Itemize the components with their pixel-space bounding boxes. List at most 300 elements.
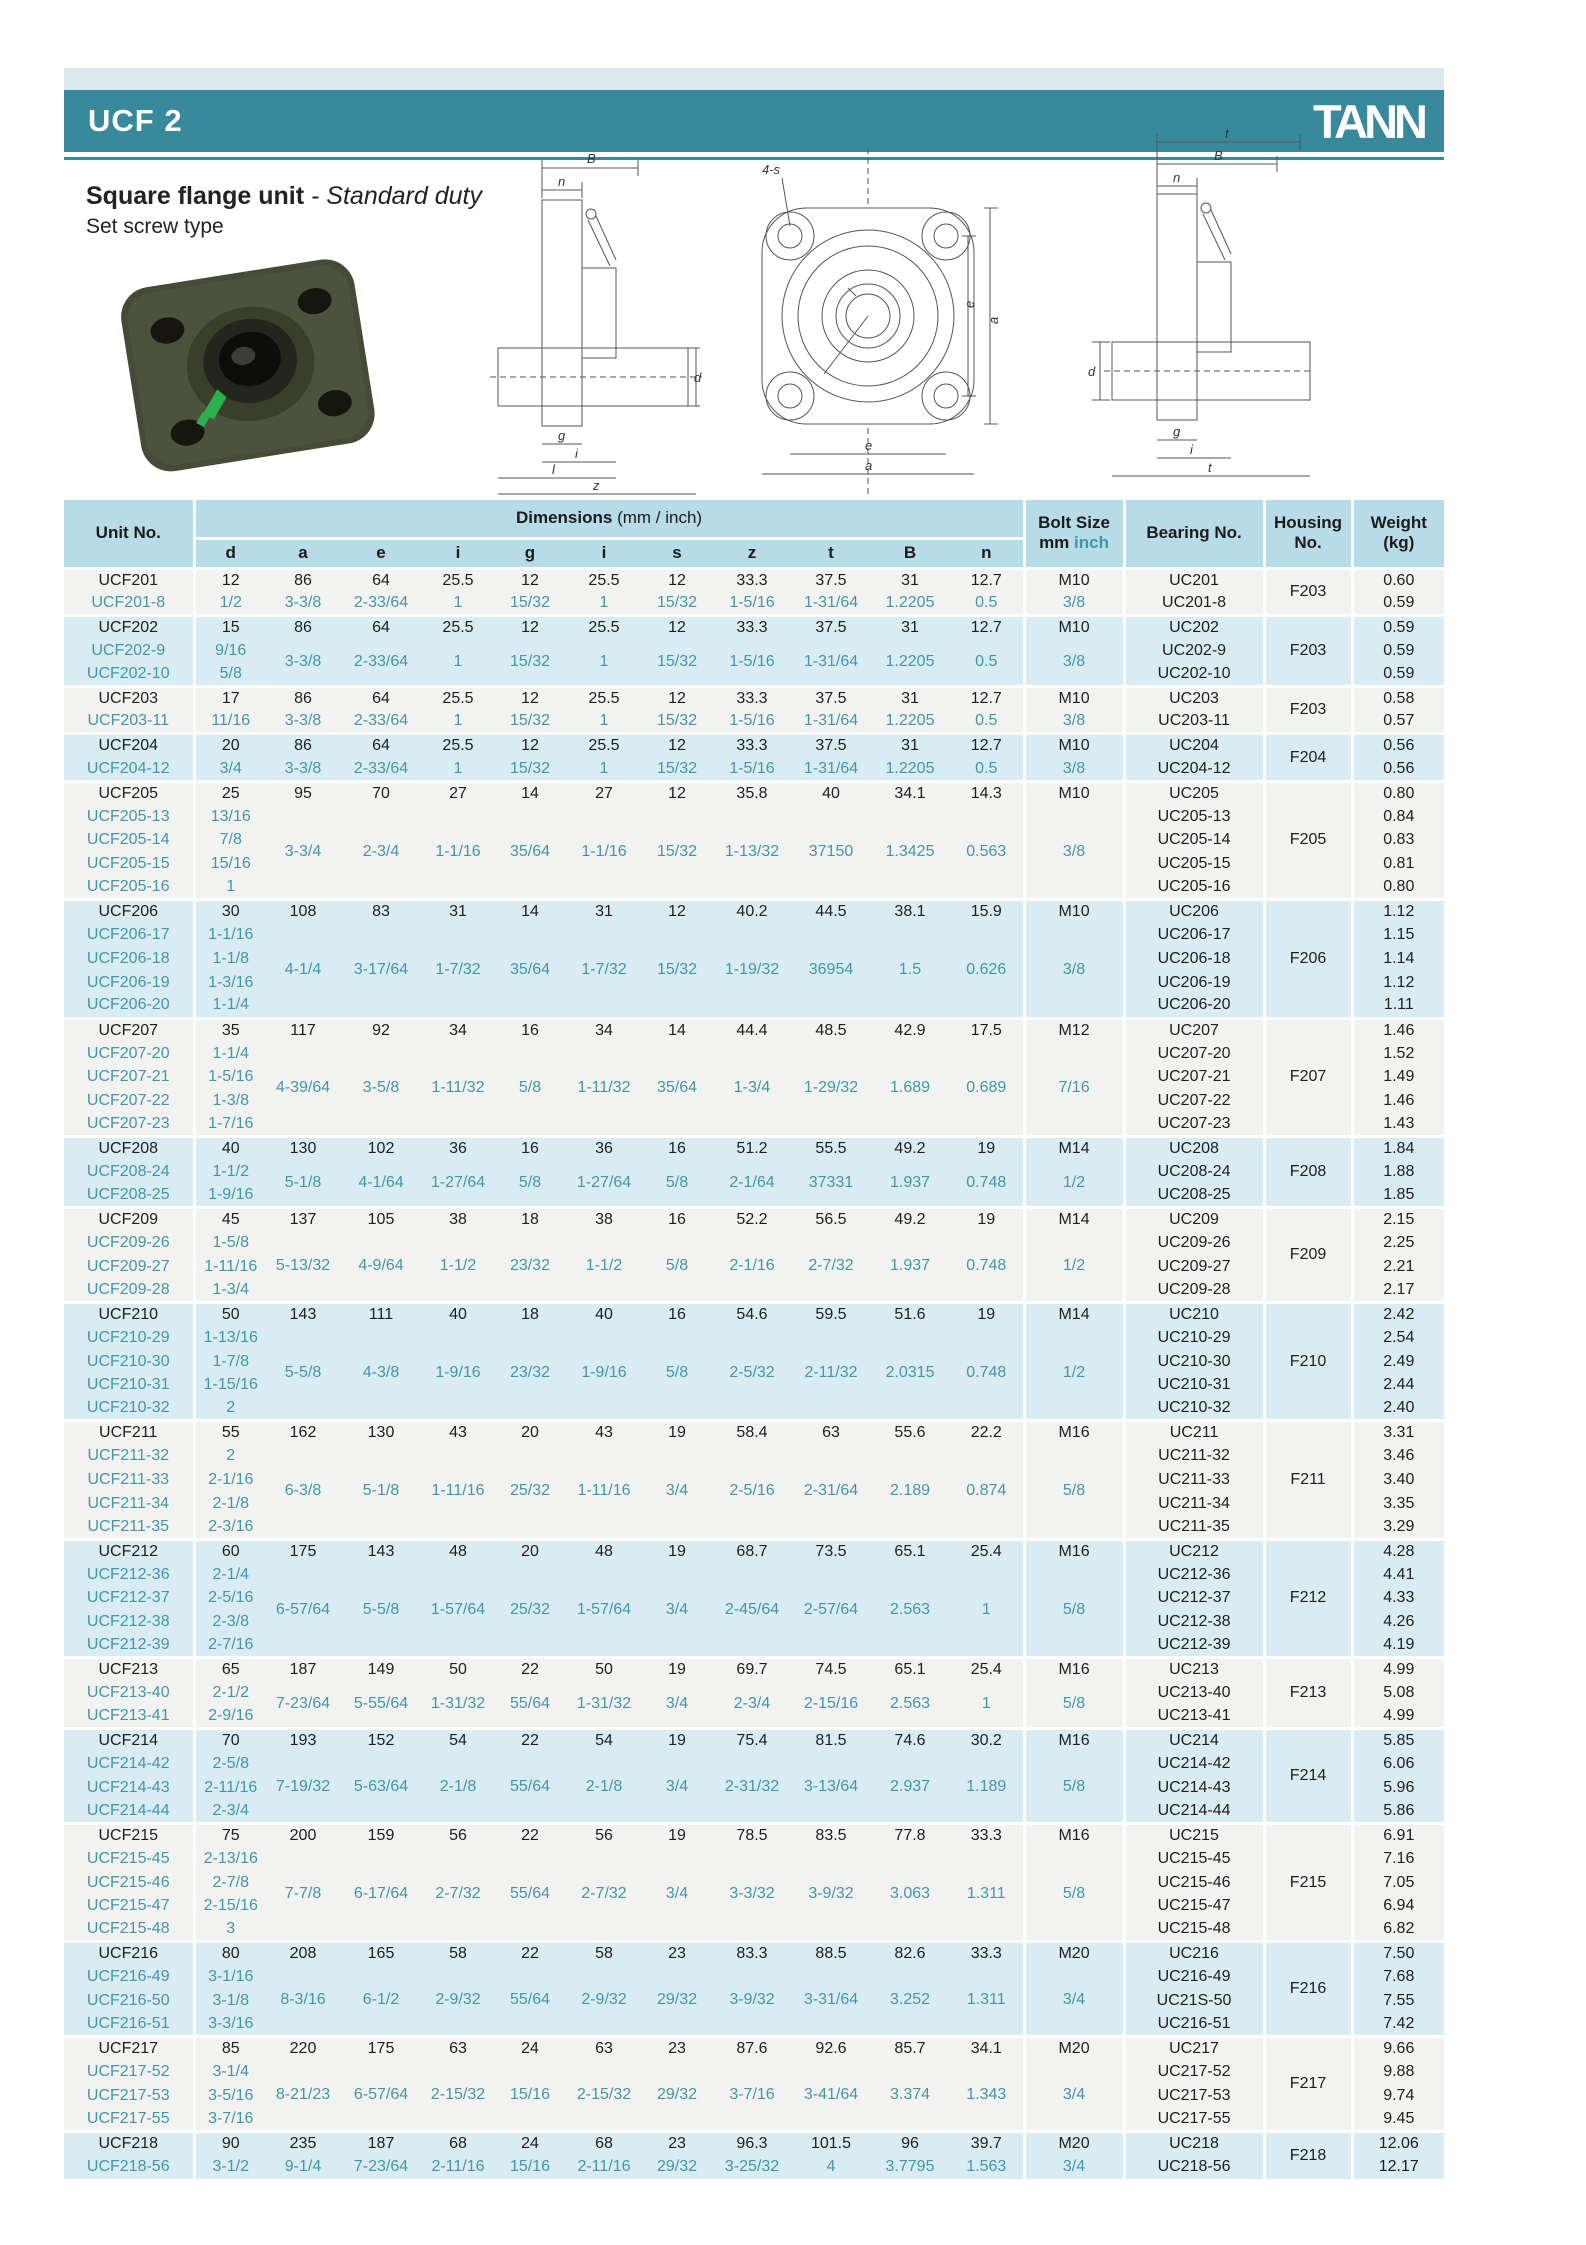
cell-dim-d: 12 bbox=[194, 568, 266, 592]
cell-dim: 88.5 bbox=[792, 1942, 870, 1966]
cell-weight: 7.55 bbox=[1352, 1989, 1444, 2013]
cell-dim: 12 bbox=[494, 734, 566, 758]
cell-bolt-inch: 3/8 bbox=[1024, 592, 1124, 616]
cell-bolt-mm: M20 bbox=[1024, 1942, 1124, 1966]
cell-bearing: UC210-30 bbox=[1124, 1350, 1264, 1374]
cell-dim: 31 bbox=[870, 686, 950, 710]
cell-dim: 25/32 bbox=[494, 1563, 566, 1658]
cell-dim: 50 bbox=[422, 1658, 494, 1682]
cell-weight: 7.68 bbox=[1352, 1966, 1444, 1990]
cell-bearing: UC205-14 bbox=[1124, 829, 1264, 853]
cell-dim-d: 3-5/16 bbox=[194, 2084, 266, 2108]
cell-dim: 2-5/16 bbox=[712, 1444, 792, 1539]
spec-row-metric bbox=[64, 1137, 1444, 1161]
cell-dim: 5/8 bbox=[642, 1160, 712, 1207]
cell-dim: 34 bbox=[566, 1018, 642, 1042]
cell-bearing: UC212-39 bbox=[1124, 1634, 1264, 1658]
cell-dim: 117 bbox=[266, 1018, 340, 1042]
cell-dim: 18 bbox=[494, 1208, 566, 1232]
cell-housing: F203 bbox=[1264, 686, 1352, 733]
cell-dim: 12 bbox=[494, 686, 566, 710]
cell-weight: 2.49 bbox=[1352, 1350, 1444, 1374]
cell-bearing: UC212-36 bbox=[1124, 1563, 1264, 1587]
col-B: B bbox=[870, 538, 950, 568]
product-subtitle: Set screw type bbox=[86, 214, 224, 238]
cell-dim-d: 30 bbox=[194, 900, 266, 924]
cell-dim: 2-3/4 bbox=[712, 1681, 792, 1728]
col-d: d bbox=[194, 538, 266, 568]
cell-bearing: UC203 bbox=[1124, 686, 1264, 710]
cell-bearing: UC212-37 bbox=[1124, 1587, 1264, 1611]
cell-bolt-mm: M20 bbox=[1024, 2037, 1124, 2061]
cell-housing: F216 bbox=[1264, 1942, 1352, 2037]
cell-unit: UCF211 bbox=[64, 1421, 194, 1445]
dim-label-n2: n bbox=[1173, 170, 1181, 185]
cell-dim-d: 15 bbox=[194, 615, 266, 639]
cell-dim: 25.5 bbox=[422, 734, 494, 758]
cell-dim: 0.5 bbox=[950, 758, 1024, 782]
cell-dim: 0.5 bbox=[950, 592, 1024, 616]
cell-bearing: UC21S-50 bbox=[1124, 1989, 1264, 2013]
cell-dim: 19 bbox=[642, 1823, 712, 1847]
cell-bearing: UC213 bbox=[1124, 1658, 1264, 1682]
cell-dim-d: 80 bbox=[194, 1942, 266, 1966]
cell-dim-d: 3 bbox=[194, 1918, 266, 1942]
cell-dim: 25.4 bbox=[950, 1658, 1024, 1682]
spec-row-metric bbox=[64, 1942, 1444, 1966]
cell-weight: 5.85 bbox=[1352, 1729, 1444, 1753]
cell-dim: 149 bbox=[340, 1658, 422, 1682]
cell-housing: F211 bbox=[1264, 1421, 1352, 1539]
cell-dim: 48 bbox=[566, 1539, 642, 1563]
cell-dim: 65.1 bbox=[870, 1539, 950, 1563]
cell-unit: UCF211-34 bbox=[64, 1492, 194, 1516]
cell-dim-d: 70 bbox=[194, 1729, 266, 1753]
cell-weight: 2.54 bbox=[1352, 1326, 1444, 1350]
spec-row-inch bbox=[64, 2060, 1444, 2084]
cell-dim: 15/32 bbox=[642, 592, 712, 616]
cell-unit: UCF208-25 bbox=[64, 1184, 194, 1208]
cell-housing: F204 bbox=[1264, 734, 1352, 781]
spec-row-inch bbox=[64, 1752, 1444, 1776]
cell-weight: 3.35 bbox=[1352, 1492, 1444, 1516]
cell-unit: UCF209-28 bbox=[64, 1279, 194, 1303]
cell-dim: 96 bbox=[870, 2131, 950, 2155]
cell-dim-d: 1-5/8 bbox=[194, 1231, 266, 1255]
cell-dim: 25.4 bbox=[950, 1539, 1024, 1563]
cell-housing: F206 bbox=[1264, 900, 1352, 1018]
cell-bearing: UC202-9 bbox=[1124, 639, 1264, 663]
cell-dim: 40 bbox=[792, 781, 870, 805]
cell-dim: 3-9/32 bbox=[792, 1847, 870, 1942]
cell-housing: F203 bbox=[1264, 615, 1352, 686]
cell-dim: 33.3 bbox=[950, 1942, 1024, 1966]
cell-dim: 44.5 bbox=[792, 900, 870, 924]
cell-dim: 29/32 bbox=[642, 2155, 712, 2179]
col-z: z bbox=[712, 538, 792, 568]
cell-dim: 64 bbox=[340, 568, 422, 592]
cell-dim-d: 2-3/16 bbox=[194, 1516, 266, 1540]
cell-weight: 1.46 bbox=[1352, 1018, 1444, 1042]
cell-dim: 16 bbox=[642, 1302, 712, 1326]
cell-weight: 0.84 bbox=[1352, 805, 1444, 829]
drawing-side-right bbox=[1072, 128, 1317, 498]
cell-dim: 37.5 bbox=[792, 734, 870, 758]
cell-dim: 1-11/32 bbox=[566, 1042, 642, 1137]
cell-dim: 29/32 bbox=[642, 1966, 712, 2037]
cell-dim: 12 bbox=[642, 734, 712, 758]
cell-dim-d: 3-1/4 bbox=[194, 2060, 266, 2084]
cell-dim: 1.343 bbox=[950, 2060, 1024, 2131]
cell-dim-d: 1-1/2 bbox=[194, 1160, 266, 1184]
cell-dim: 43 bbox=[422, 1421, 494, 1445]
cell-dim: 1 bbox=[422, 758, 494, 782]
cell-unit: UCF201-8 bbox=[64, 592, 194, 616]
cell-bolt-mm: M14 bbox=[1024, 1137, 1124, 1161]
cell-dim: 23 bbox=[642, 2037, 712, 2061]
cell-dim: 2-11/16 bbox=[422, 2155, 494, 2179]
cell-dim: 25.5 bbox=[422, 686, 494, 710]
dim-label-e2: e bbox=[865, 438, 873, 453]
cell-dim: 2-1/8 bbox=[566, 1752, 642, 1823]
cell-dim: 3/4 bbox=[642, 1563, 712, 1658]
cell-dim: 1-5/16 bbox=[712, 710, 792, 734]
cell-weight: 6.82 bbox=[1352, 1918, 1444, 1942]
cell-weight: 4.41 bbox=[1352, 1563, 1444, 1587]
cell-housing: F203 bbox=[1264, 568, 1352, 615]
cell-dim: 6-3/8 bbox=[266, 1444, 340, 1539]
cell-dim: 175 bbox=[266, 1539, 340, 1563]
cell-dim-d: 3-1/16 bbox=[194, 1966, 266, 1990]
cell-dim: 49.2 bbox=[870, 1208, 950, 1232]
cell-dim: 15/32 bbox=[494, 758, 566, 782]
cell-dim: 17.5 bbox=[950, 1018, 1024, 1042]
cell-dim: 82.6 bbox=[870, 1942, 950, 1966]
cell-dim: 36954 bbox=[792, 923, 870, 1018]
cell-bolt-mm: M10 bbox=[1024, 568, 1124, 592]
cell-dim: 5-5/8 bbox=[266, 1326, 340, 1421]
cell-dim-d: 11/16 bbox=[194, 710, 266, 734]
cell-dim: 4-9/64 bbox=[340, 1231, 422, 1302]
cell-dim: 1 bbox=[566, 758, 642, 782]
cell-dim: 92 bbox=[340, 1018, 422, 1042]
cell-dim: 3-25/32 bbox=[712, 2155, 792, 2179]
cell-bearing: UC211-33 bbox=[1124, 1468, 1264, 1492]
cell-dim: 2-7/32 bbox=[792, 1231, 870, 1302]
cell-housing: F213 bbox=[1264, 1658, 1352, 1729]
tann-logo: TANN bbox=[1312, 94, 1424, 148]
cell-dim: 2-3/4 bbox=[340, 805, 422, 900]
cell-dim: 83.3 bbox=[712, 1942, 792, 1966]
cell-unit: UCF214-43 bbox=[64, 1776, 194, 1800]
cell-dim: 63 bbox=[566, 2037, 642, 2061]
cell-dim: 96.3 bbox=[712, 2131, 792, 2155]
cell-dim: 9-1/4 bbox=[266, 2155, 340, 2179]
cell-unit: UCF217-53 bbox=[64, 2084, 194, 2108]
dim-label-g: g bbox=[558, 428, 566, 443]
cell-dim: 2-1/64 bbox=[712, 1160, 792, 1207]
cell-dim: 31 bbox=[566, 900, 642, 924]
cell-dim-d: 1-1/16 bbox=[194, 923, 266, 947]
cell-dim: 34.1 bbox=[870, 781, 950, 805]
cell-dim: 16 bbox=[494, 1137, 566, 1161]
cell-dim-d: 40 bbox=[194, 1137, 266, 1161]
spec-row-inch bbox=[64, 1042, 1444, 1066]
cell-unit: UCF212-38 bbox=[64, 1610, 194, 1634]
cell-weight: 2.42 bbox=[1352, 1302, 1444, 1326]
cell-dim: 15/32 bbox=[494, 639, 566, 686]
spec-row-inch bbox=[64, 1160, 1444, 1184]
cell-dim-d: 2-1/2 bbox=[194, 1681, 266, 1705]
cell-weight: 1.12 bbox=[1352, 971, 1444, 995]
cell-dim-d: 2-3/8 bbox=[194, 1610, 266, 1634]
cell-dim: 2-33/64 bbox=[340, 758, 422, 782]
cell-dim: 3-13/64 bbox=[792, 1752, 870, 1823]
cell-unit: UCF216 bbox=[64, 1942, 194, 1966]
cell-dim: 69.7 bbox=[712, 1658, 792, 1682]
cell-weight: 2.44 bbox=[1352, 1373, 1444, 1397]
cell-dim: 24 bbox=[494, 2131, 566, 2155]
dim-label-B: B bbox=[587, 151, 596, 166]
cell-weight: 0.59 bbox=[1352, 639, 1444, 663]
cell-bearing: UC201 bbox=[1124, 568, 1264, 592]
cell-dim-d: 1-1/4 bbox=[194, 1042, 266, 1066]
cell-dim: 0.563 bbox=[950, 805, 1024, 900]
cell-bolt-inch: 1/2 bbox=[1024, 1160, 1124, 1207]
cell-dim: 1-1/2 bbox=[566, 1231, 642, 1302]
cell-unit: UCF205-15 bbox=[64, 852, 194, 876]
cell-dim: 1-9/16 bbox=[566, 1326, 642, 1421]
cell-unit: UCF213-41 bbox=[64, 1705, 194, 1729]
cell-bearing: UC212-38 bbox=[1124, 1610, 1264, 1634]
cell-unit: UCF213-40 bbox=[64, 1681, 194, 1705]
cell-dim: 27 bbox=[566, 781, 642, 805]
dim-label-e: e bbox=[962, 300, 977, 308]
cell-dim: 4-1/64 bbox=[340, 1160, 422, 1207]
cell-dim: 3-3/8 bbox=[266, 639, 340, 686]
cell-unit: UCF207-21 bbox=[64, 1065, 194, 1089]
cell-dim: 165 bbox=[340, 1942, 422, 1966]
cell-dim: 37331 bbox=[792, 1160, 870, 1207]
cell-unit: UCF216-50 bbox=[64, 1989, 194, 2013]
dim-label-g2: g bbox=[1173, 424, 1181, 439]
cell-dim-d: 15/16 bbox=[194, 852, 266, 876]
cell-dim: 30.2 bbox=[950, 1729, 1024, 1753]
spec-table-head bbox=[64, 500, 1444, 568]
cell-dim-d: 50 bbox=[194, 1302, 266, 1326]
cell-dim-d: 1-13/16 bbox=[194, 1326, 266, 1350]
cell-housing: F210 bbox=[1264, 1302, 1352, 1420]
cell-housing: F217 bbox=[1264, 2037, 1352, 2132]
cell-dim-d: 1-3/16 bbox=[194, 971, 266, 995]
cell-dim: 3-5/8 bbox=[340, 1042, 422, 1137]
cell-dim: 35/64 bbox=[494, 805, 566, 900]
cell-dim: 22 bbox=[494, 1942, 566, 1966]
cell-weight: 0.58 bbox=[1352, 686, 1444, 710]
cell-dim: 2.0315 bbox=[870, 1326, 950, 1421]
cell-weight: 0.80 bbox=[1352, 781, 1444, 805]
cell-dim: 52.2 bbox=[712, 1208, 792, 1232]
cell-bolt-inch: 3/4 bbox=[1024, 2060, 1124, 2131]
cell-dim-d: 1-9/16 bbox=[194, 1184, 266, 1208]
cell-dim: 2-45/64 bbox=[712, 1563, 792, 1658]
cell-unit: UCF215-45 bbox=[64, 1847, 194, 1871]
cell-dim: 1.189 bbox=[950, 1752, 1024, 1823]
cell-weight: 1.46 bbox=[1352, 1089, 1444, 1113]
cell-weight: 1.49 bbox=[1352, 1065, 1444, 1089]
cell-dim: 2-15/32 bbox=[422, 2060, 494, 2131]
cell-dim: 130 bbox=[340, 1421, 422, 1445]
spec-row-inch bbox=[64, 1444, 1444, 1468]
cell-weight: 9.45 bbox=[1352, 2108, 1444, 2132]
cell-dim: 1-29/32 bbox=[792, 1042, 870, 1137]
cell-weight: 2.25 bbox=[1352, 1231, 1444, 1255]
spec-row-inch bbox=[64, 1966, 1444, 1990]
cell-dim: 3.374 bbox=[870, 2060, 950, 2131]
cell-dim-d: 90 bbox=[194, 2131, 266, 2155]
cell-dim: 74.5 bbox=[792, 1658, 870, 1682]
cell-dim-d: 75 bbox=[194, 1823, 266, 1847]
cell-dim: 31 bbox=[870, 734, 950, 758]
cell-unit: UCF215-48 bbox=[64, 1918, 194, 1942]
cell-dim: 162 bbox=[266, 1421, 340, 1445]
cell-dim: 85.7 bbox=[870, 2037, 950, 2061]
cell-bearing: UC202-10 bbox=[1124, 663, 1264, 687]
cell-dim: 33.3 bbox=[712, 615, 792, 639]
cell-bearing: UC206-18 bbox=[1124, 947, 1264, 971]
cell-dim: 56.5 bbox=[792, 1208, 870, 1232]
cell-dim: 1.563 bbox=[950, 2155, 1024, 2179]
cell-dim: 54 bbox=[422, 1729, 494, 1753]
cell-dim: 74.6 bbox=[870, 1729, 950, 1753]
cell-dim: 1.2205 bbox=[870, 592, 950, 616]
cell-weight: 0.80 bbox=[1352, 876, 1444, 900]
cell-dim: 2-9/32 bbox=[422, 1966, 494, 2037]
cell-dim: 3-41/64 bbox=[792, 2060, 870, 2131]
cell-dim: 0.748 bbox=[950, 1326, 1024, 1421]
cell-dim: 55.5 bbox=[792, 1137, 870, 1161]
cell-unit: UCF212-39 bbox=[64, 1634, 194, 1658]
cell-dim: 1.937 bbox=[870, 1231, 950, 1302]
cell-dim: 1.311 bbox=[950, 1847, 1024, 1942]
cell-weight: 5.96 bbox=[1352, 1776, 1444, 1800]
cell-dim-d: 3-7/16 bbox=[194, 2108, 266, 2132]
cell-bearing: UC213-40 bbox=[1124, 1681, 1264, 1705]
cell-dim: 1-7/32 bbox=[422, 923, 494, 1018]
cell-dim: 1-31/64 bbox=[792, 710, 870, 734]
cell-weight: 4.28 bbox=[1352, 1539, 1444, 1563]
cell-unit: UCF212-37 bbox=[64, 1587, 194, 1611]
cell-dim: 16 bbox=[642, 1137, 712, 1161]
cell-dim: 12 bbox=[642, 568, 712, 592]
cell-bolt-inch: 5/8 bbox=[1024, 1752, 1124, 1823]
cell-weight: 1.52 bbox=[1352, 1042, 1444, 1066]
cell-dim: 22 bbox=[494, 1658, 566, 1682]
cell-dim: 23/32 bbox=[494, 1326, 566, 1421]
cell-dim: 2-33/64 bbox=[340, 639, 422, 686]
cell-dim: 3/4 bbox=[642, 1681, 712, 1728]
cell-housing: F218 bbox=[1264, 2131, 1352, 2178]
col-bearing-no: Bearing No. bbox=[1124, 500, 1264, 568]
cell-dim: 22 bbox=[494, 1823, 566, 1847]
cell-dim: 3.252 bbox=[870, 1966, 950, 2037]
cell-weight: 1.11 bbox=[1352, 994, 1444, 1018]
cell-dim-d: 2-11/16 bbox=[194, 1776, 266, 1800]
cell-dim: 24 bbox=[494, 2037, 566, 2061]
cell-weight: 0.56 bbox=[1352, 734, 1444, 758]
spec-row-inch bbox=[64, 2155, 1444, 2179]
cell-unit: UCF214-42 bbox=[64, 1752, 194, 1776]
cell-dim: 5/8 bbox=[642, 1231, 712, 1302]
cell-bearing: UC205 bbox=[1124, 781, 1264, 805]
cell-dim: 1 bbox=[422, 710, 494, 734]
cell-dim-d: 2 bbox=[194, 1397, 266, 1421]
cell-dim: 86 bbox=[266, 615, 340, 639]
cell-dim: 86 bbox=[266, 686, 340, 710]
col-weight: Weight (kg) bbox=[1352, 500, 1444, 568]
cell-housing: F207 bbox=[1264, 1018, 1352, 1136]
cell-dim-d: 35 bbox=[194, 1018, 266, 1042]
col-a: a bbox=[266, 538, 340, 568]
cell-dim: 3/4 bbox=[642, 1847, 712, 1942]
cell-dim: 37.5 bbox=[792, 686, 870, 710]
dim-label-i2: i bbox=[1190, 442, 1193, 457]
cell-bearing: UC207-21 bbox=[1124, 1065, 1264, 1089]
cell-dim: 2-1/8 bbox=[422, 1752, 494, 1823]
cell-dim: 3-3/4 bbox=[266, 805, 340, 900]
cell-unit: UCF215-47 bbox=[64, 1895, 194, 1919]
cell-unit: UCF210 bbox=[64, 1302, 194, 1326]
cell-dim: 15.9 bbox=[950, 900, 1024, 924]
cell-dim-d: 2-1/8 bbox=[194, 1492, 266, 1516]
cell-dim: 54 bbox=[566, 1729, 642, 1753]
cell-dim-d: 60 bbox=[194, 1539, 266, 1563]
cell-dim-d: 25 bbox=[194, 781, 266, 805]
cell-bearing: UC210-31 bbox=[1124, 1373, 1264, 1397]
cell-bolt-inch: 1/2 bbox=[1024, 1326, 1124, 1421]
cell-unit: UCF215-46 bbox=[64, 1871, 194, 1895]
cell-dim: 6-57/64 bbox=[340, 2060, 422, 2131]
cell-weight: 1.15 bbox=[1352, 923, 1444, 947]
cell-dim: 2-11/16 bbox=[566, 2155, 642, 2179]
cell-weight: 9.74 bbox=[1352, 2084, 1444, 2108]
cell-weight: 2.17 bbox=[1352, 1279, 1444, 1303]
cell-bearing: UC211-34 bbox=[1124, 1492, 1264, 1516]
cell-unit: UCF207 bbox=[64, 1018, 194, 1042]
cell-dim: 23 bbox=[642, 2131, 712, 2155]
drawing-front bbox=[728, 148, 1013, 498]
cell-dim: 4-1/4 bbox=[266, 923, 340, 1018]
dim-label-a: a bbox=[986, 316, 1001, 324]
cell-dim: 19 bbox=[642, 1729, 712, 1753]
dim-label-z: z bbox=[593, 478, 600, 493]
cell-dim: 83 bbox=[340, 900, 422, 924]
cell-dim: 64 bbox=[340, 615, 422, 639]
cell-dim: 235 bbox=[266, 2131, 340, 2155]
cell-dim: 34.1 bbox=[950, 2037, 1024, 2061]
cell-bearing: UC206-19 bbox=[1124, 971, 1264, 995]
cell-bearing: UC206-20 bbox=[1124, 994, 1264, 1018]
cell-bolt-inch: 3/4 bbox=[1024, 1966, 1124, 2037]
product-title: Square flange unit - Standard duty bbox=[86, 182, 482, 210]
cell-unit: UCF212-36 bbox=[64, 1563, 194, 1587]
cell-weight: 1.88 bbox=[1352, 1160, 1444, 1184]
cell-dim: 1-5/16 bbox=[712, 592, 792, 616]
cell-unit: UCF205-16 bbox=[64, 876, 194, 900]
cell-dim: 5-5/8 bbox=[340, 1563, 422, 1658]
cell-dim: 5/8 bbox=[494, 1042, 566, 1137]
spec-row-metric bbox=[64, 1729, 1444, 1753]
